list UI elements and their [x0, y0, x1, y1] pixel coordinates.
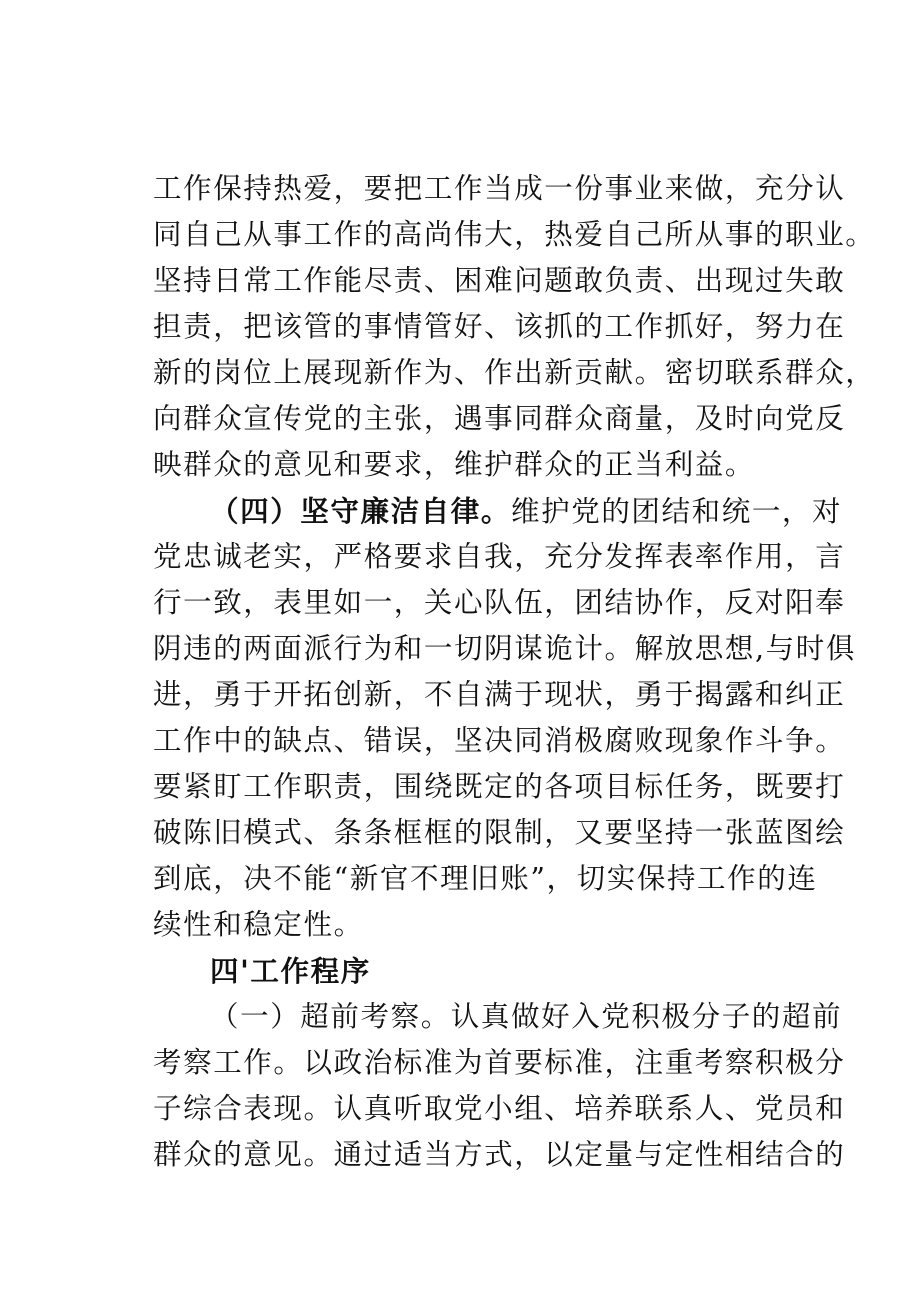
body-text-line: 子综合表现。认真听取党小组、培养联系人、党员和	[153, 1092, 846, 1125]
body-text-line: 新的岗位上展现新作为、作出新贡献。密切联系群众，	[153, 356, 876, 389]
body-text-line: 向群众宣传党的主张，遇事同群众商量，及时向党反	[153, 402, 846, 435]
body-text-line: 担责，把该管的事情管好、该抓的工作抓好，努力在	[153, 310, 846, 343]
section-1-first-line: （一）超前考察。认真做好入党积极分子的超前	[210, 1000, 843, 1033]
body-text-line: 同自己从事工作的高尚伟大，热爱自己所从事的职业。	[153, 218, 876, 251]
body-text-line: 群众的意见。通过适当方式，以定量与定性相结合的	[153, 1138, 846, 1171]
body-text-line: 考察工作。以政治标准为首要标准，注重考察积极分	[153, 1046, 846, 1079]
body-text-line: 工作保持热爱，要把工作当成一份事业来做，充分认	[153, 172, 846, 205]
section-4-first-line	[210, 488, 843, 534]
body-text-line: 映群众的意见和要求，维护群众的正当利益。	[153, 448, 756, 481]
body-text-line: 行一致，表里如一，关心队伍，团结协作，反对阳奉	[153, 586, 846, 619]
body-text-line: 坚持日常工作能尽责、困难问题敢负责、出现过失敢	[153, 264, 846, 297]
body-text-line: 党忠诚老实，严格要求自我，充分发挥表率作用，言	[153, 540, 846, 573]
body-text-line: 到底，决不能“新官不理旧账”，切实保持工作的连	[153, 862, 818, 895]
body-text-line: 进，勇于开拓创新，不自满于现状，勇于揭露和纠正	[153, 678, 846, 711]
chapter-heading: 四'工作程序	[210, 954, 371, 988]
section-4-heading: （四）坚守廉洁自律。	[210, 494, 512, 528]
body-text-line: 续性和稳定性。	[153, 908, 364, 941]
body-text-line: 破陈旧模式、条条框框的限制，又要坚持一张蓝图绘	[153, 816, 846, 849]
body-text-line: 要紧盯工作职责，围绕既定的各项目标任务，既要打	[153, 770, 846, 803]
body-text-line: 阴违的两面派行为和一切阴谋诡计。解放思想,与时俱	[153, 632, 856, 665]
section-4-first-line-text: 维护党的团结和统一，对	[511, 495, 843, 528]
body-text-line: 工作中的缺点、错误，坚决同消极腐败现象作斗争。	[153, 724, 846, 757]
